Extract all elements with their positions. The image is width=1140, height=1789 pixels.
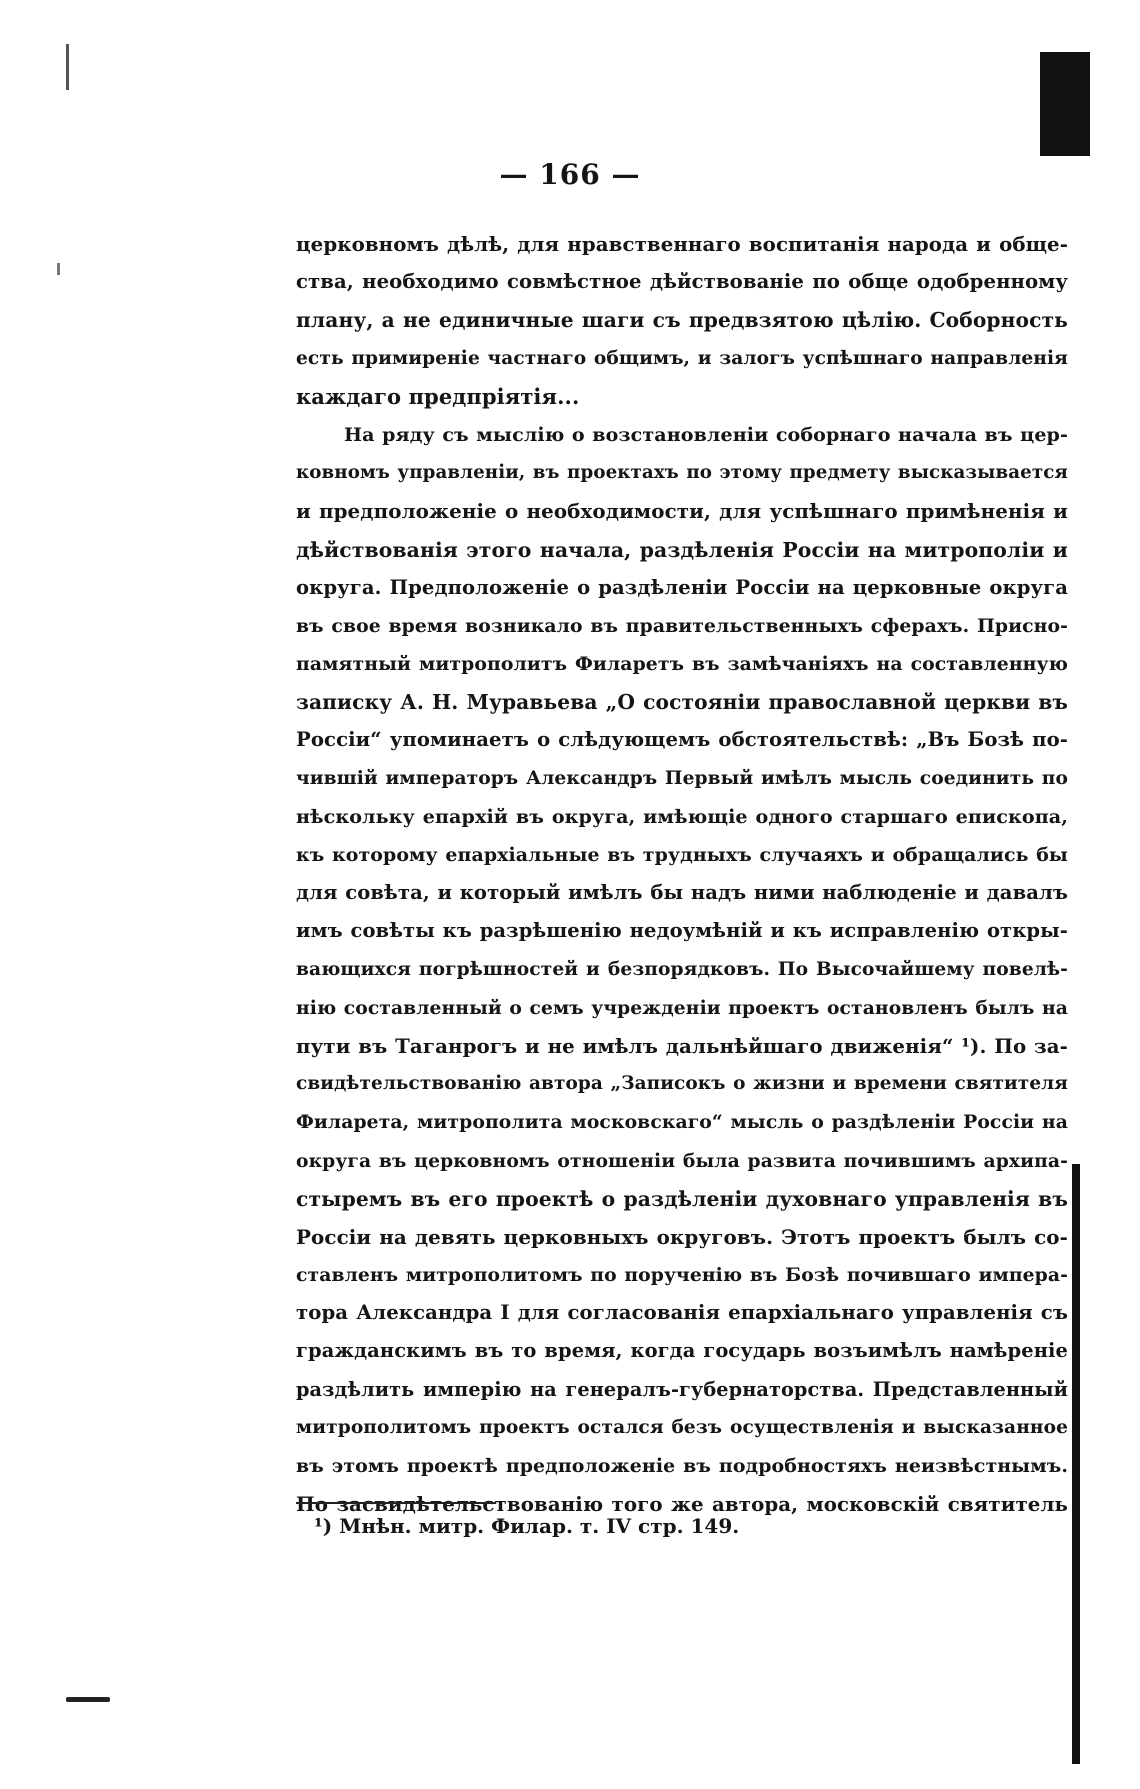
text-line: къ которому епархіальные въ трудныхъ случаяхъ и обращались бы xyxy=(296,844,1068,866)
body-text xyxy=(296,225,1068,1523)
text-line: дѣйствованія этого начала, раздѣленія Россіи на митрополіи и xyxy=(296,537,1068,562)
text-line: На ряду съ мыслію о возстановленіи соборнаго начала въ цер- xyxy=(344,423,1068,446)
footnote-divider xyxy=(296,1502,496,1504)
scan-corner-mark xyxy=(1040,52,1090,156)
footnote: ¹) Мнѣн. митр. Филар. т. IV стр. 149. xyxy=(314,1514,740,1538)
text-line: въ свое время возникало въ правительственныхъ сферахъ. Присно- xyxy=(296,614,1068,637)
text-line: Филарета, митрополита московскаго“ мысль о раздѣленіи Россіи на xyxy=(296,1111,1068,1134)
text-line: свидѣтельствованію автора „Записокъ о жизни и времени святителя xyxy=(296,1073,1068,1095)
page-number: — 166 — xyxy=(499,158,641,191)
text-line: нію составленный о семъ учрежденіи проектъ остановленъ былъ на xyxy=(296,996,1068,1019)
text-line: ковномъ управленіи, въ проектахъ по этому предмету высказывается xyxy=(296,462,1068,484)
text-line: ства, необходимо совмѣстное дѣйствованіе по обще одобренному xyxy=(296,270,1068,294)
text-line: ставленъ митрополитомъ по порученію въ Бозѣ почившаго импера- xyxy=(296,1264,1068,1287)
scan-edge-mark xyxy=(66,44,69,90)
text-line: Россіи на девять церковныхъ округовъ. Этотъ проектъ былъ со- xyxy=(296,1224,1068,1249)
text-line: тора Александра I для согласованія епархіальнаго управленія съ xyxy=(296,1301,1068,1325)
text-line: вающихся погрѣшностей и безпорядковъ. По Высочайшему повелѣ- xyxy=(296,958,1068,980)
scan-edge-mark xyxy=(57,263,60,275)
text-line: гражданскимъ въ то время, когда государь возъимѣлъ намѣреніе xyxy=(296,1339,1068,1363)
text-line: По засвидѣтельствованію того же автора, московскій святитель xyxy=(296,1492,1068,1517)
text-line: стыремъ въ его проектѣ о раздѣленіи духовнаго управленія въ xyxy=(296,1186,1068,1211)
text-line: округа въ церковномъ отношеніи была развита почившимъ архипа- xyxy=(296,1149,1068,1172)
text-line: церковномъ дѣлѣ, для нравственнаго воспитанія народа и обще- xyxy=(296,232,1068,256)
text-line: каждаго предпріятія... xyxy=(296,383,580,409)
text-line: нѣскольку епархій въ округа, имѣющіе одного старшаго епископа, xyxy=(296,804,1068,828)
text-line: имъ совѣты къ разрѣшенію недоумѣній и къ исправленію откры- xyxy=(296,919,1068,943)
scan-smear xyxy=(66,1697,110,1702)
scan-edge-bar xyxy=(1072,1164,1080,1764)
text-line: есть примиреніе частнаго общимъ, и залогъ успѣшнаго направленія xyxy=(296,347,1068,369)
text-line: чившій императоръ Александръ Первый имѣлъ мысль соединить по xyxy=(296,767,1068,789)
text-line: и предположеніе о необходимости, для успѣшнаго примѣненія и xyxy=(296,499,1068,524)
text-line: для совѣта, и который имѣлъ бы надъ ними наблюденіе и давалъ xyxy=(296,881,1068,905)
text-line: пути въ Таганрогъ и не имѣлъ дальнѣйшаго движенія“ ¹). По за- xyxy=(296,1033,1068,1058)
text-line: записку А. Н. Муравьева „О состояніи православной церкви въ xyxy=(296,690,1068,715)
text-line: митрополитомъ проектъ остался безъ осуществленія и высказанное xyxy=(296,1416,1068,1438)
text-line: Россіи“ упоминаетъ о слѣдующемъ обстоятельствѣ: „Въ Бозѣ по- xyxy=(296,728,1068,752)
text-line: памятный митрополитъ Филаретъ въ замѣчаніяхъ на составленную xyxy=(296,653,1068,676)
text-line: плану, а не единичные шаги съ предвзятою цѣлію. Соборность xyxy=(296,308,1068,333)
text-line: раздѣлить имперію на генералъ-губернаторства. Представленный xyxy=(296,1377,1068,1401)
text-line: округа. Предположеніе о раздѣленіи Россіи на церковные округа xyxy=(296,575,1068,599)
text-line: въ этомъ проектѣ предположеніе въ подробностяхъ неизвѣстнымъ. xyxy=(296,1455,1068,1477)
